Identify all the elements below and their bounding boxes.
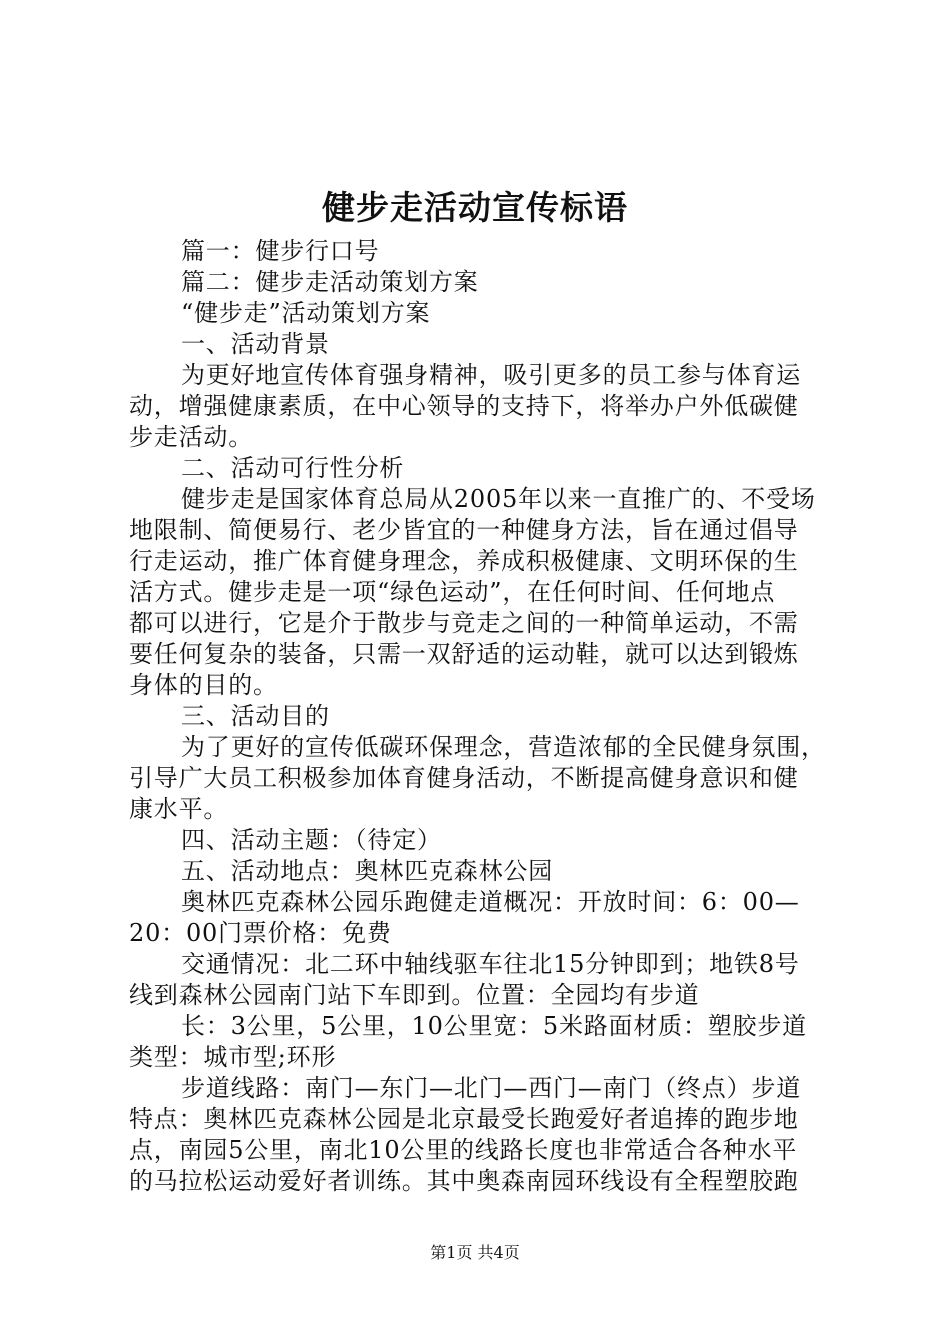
text-line: 的马拉松运动爱好者训练。其中奥森南园环线设有全程塑胶跑 (129, 1167, 799, 1195)
text-line: 动，增强健康素质，在中心领导的支持下，将举办户外低碳健 (129, 392, 799, 420)
page-footer: 第1页 共4页 (430, 1243, 520, 1262)
document-body (129, 236, 833, 1197)
text-line: 特点：奥林匹克森林公园是北京最受长跑爱好者追捧的跑步地 (129, 1105, 799, 1133)
text-line: 三、活动目的 (181, 702, 330, 730)
text-line: 类型：城市型;环形 (129, 1043, 337, 1071)
text-line: 身体的目的。 (129, 671, 278, 699)
text-line: 线到森林公园南门站下车即到。位置：全园均有步道 (129, 981, 700, 1009)
text-line: 步道线路：南门—东门—北门—西门—南门（终点）步道 (181, 1074, 801, 1102)
text-line: 都可以进行，它是介于散步与竞走之间的一种简单运动，不需 (129, 609, 799, 637)
text-line: 20：00门票价格：免费 (129, 919, 392, 947)
text-line: “健步走”活动策划方案 (181, 299, 431, 327)
text-line: 行走运动，推广体育健身理念，养成积极健康、文明环保的生 (129, 547, 799, 575)
text-line: 康水平。 (129, 795, 229, 823)
text-line: 二、活动可行性分析 (181, 454, 405, 482)
text-line: 交通情况：北二环中轴线驱车往北15分钟即到；地铁8号 (181, 950, 800, 978)
text-line: 五、活动地点：奥林匹克森林公园 (181, 857, 553, 885)
text-line: 要任何复杂的装备，只需一双舒适的运动鞋，就可以达到锻炼 (129, 640, 799, 668)
page-title: 健步走活动宣传标语 (322, 188, 628, 227)
text-line: 篇一：健步行口号 (181, 237, 380, 265)
text-line: 步走活动。 (129, 423, 253, 451)
text-line: 引导广大员工积极参加体育健身活动，不断提高健身意识和健 (129, 764, 799, 792)
text-line: 奥林匹克森林公园乐跑健走道概况：开放时间：6：00— (181, 888, 800, 916)
text-line: 健步走是国家体育总局从2005年以来一直推广的、不受场 (181, 485, 816, 513)
text-line: 地限制、简便易行、老少皆宜的一种健身方法，旨在通过倡导 (129, 516, 799, 544)
text-line: 为了更好的宣传低碳环保理念，营造浓郁的全民健身氛围， (181, 733, 826, 761)
text-line: 篇二：健步走活动策划方案 (181, 268, 479, 296)
text-line: 点，南园5公里，南北10公里的线路长度也非常适合各种水平 (129, 1136, 798, 1164)
text-line: 四、活动主题：（待定） (181, 826, 442, 854)
text-line: 长：3公里，5公里，10公里宽：5米路面材质：塑胶步道 (181, 1012, 807, 1040)
text-line: 为更好地宣传体育强身精神，吸引更多的员工参与体育运 (181, 361, 801, 389)
text-line: 一、活动背景 (181, 330, 330, 358)
text-line: 活方式。健步走是一项“绿色运动”，在任何时间、任何地点 (129, 578, 776, 606)
